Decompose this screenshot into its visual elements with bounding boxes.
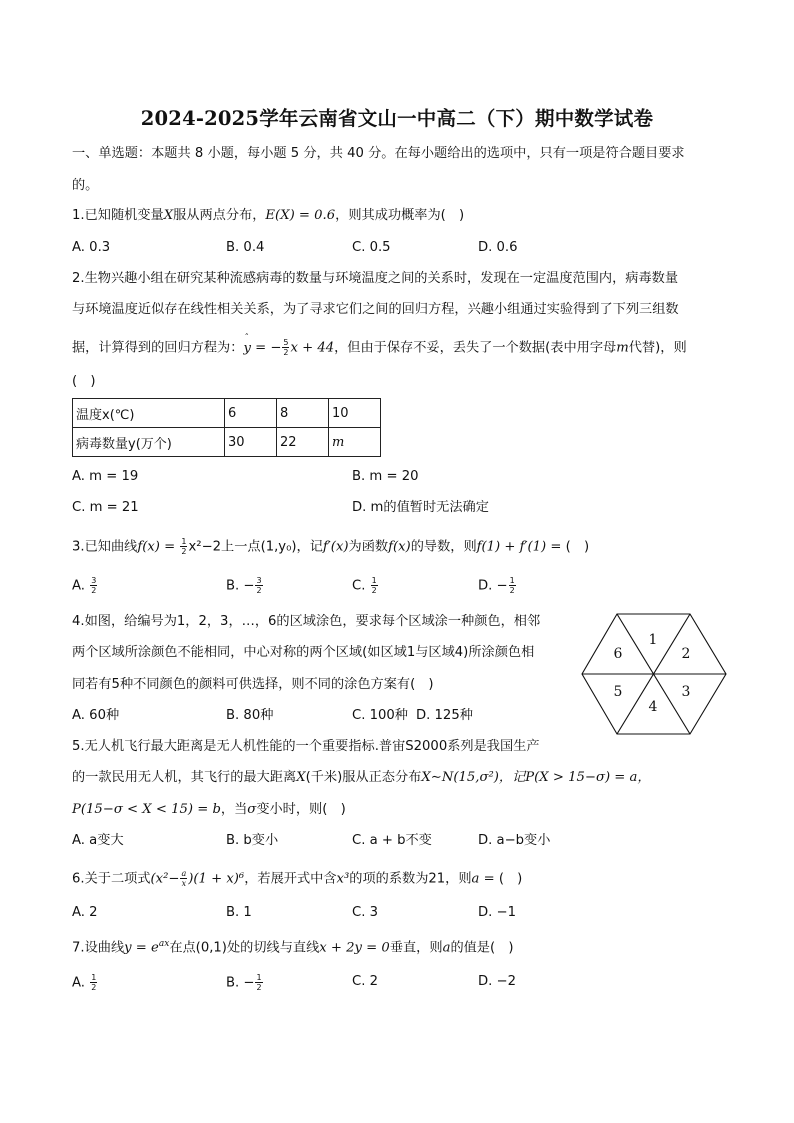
q2-line3-b: ，但由于保存不妥，丢失了一个数据(表中用字母 — [334, 340, 617, 356]
q7-line: x + 2y = 0 — [319, 940, 390, 956]
q7-option-c[interactable]: C. 2 — [352, 974, 378, 989]
q7-b-den: 2 — [256, 983, 262, 992]
q3-a-den: 2 — [91, 586, 97, 595]
table-cell: 10 — [329, 399, 381, 428]
q1-stem — [72, 207, 464, 225]
q6-frac-num: a — [181, 869, 187, 878]
q3-f: f(x) = — [137, 539, 180, 555]
hex-label-4: 4 — [648, 699, 658, 715]
table-cell: 30 — [225, 428, 277, 457]
q5-sigma: σ — [247, 802, 257, 817]
q2-eq-yhat: ˆ y — [243, 341, 250, 356]
q6-option-b[interactable]: B. 1 — [226, 905, 252, 920]
q2-line1: 2.生物兴趣小组在研究某种流感病毒的数量与环境温度之间的关系时，发现在一定温度范围内，病毒数量 — [72, 271, 679, 286]
q7-a-fraction — [90, 973, 97, 992]
q3-b-den: 2 — [256, 586, 262, 595]
q7-eq: y = e — [124, 940, 159, 956]
q3-option-b[interactable] — [226, 576, 264, 596]
hex-label-2: 2 — [681, 646, 691, 662]
q5-line3-c: 变小时，则( ) — [256, 802, 346, 817]
q7-b-fraction — [255, 973, 262, 992]
q2-line3-c: 代替)，则 — [628, 340, 687, 356]
q3-d-label: D. − — [478, 578, 508, 594]
hex-label-1: 1 — [648, 632, 658, 648]
q6-expr-b: )(1 + x)⁶ — [188, 871, 245, 887]
q4-line3: 同若有5种不同颜色的颜料可供选择，则不同的涂色方案有( ) — [72, 677, 434, 692]
q3-c-den: 2 — [371, 586, 377, 595]
q1-stem-c: ，则其成功概率为( ) — [335, 208, 465, 223]
q7-stem-c: 垂直，则 — [389, 940, 443, 956]
q2-option-a[interactable]: A. m = 19 — [72, 469, 139, 484]
q5-line3-a: P(15−σ < X < 15) = b — [72, 802, 221, 817]
q2-line3-a: 据，计算得到的回归方程为： — [72, 340, 244, 356]
q3-stem-d: 的导数，则 — [410, 539, 477, 555]
q3-frac-den: 2 — [181, 547, 187, 556]
q2-data-table — [72, 398, 381, 457]
q4-line1: 4.如图，给编号为1，2，3，…，6的区域涂色，要求每个区域涂一种颜色，相邻 — [72, 614, 541, 629]
q3-d-den: 2 — [509, 586, 515, 595]
hex-label-3: 3 — [681, 684, 691, 700]
table-cell: m — [329, 428, 381, 457]
q7-a-num: 1 — [91, 973, 97, 982]
q5-line3 — [72, 801, 346, 819]
q7-stem — [72, 935, 513, 957]
q6-stem — [72, 869, 522, 889]
q6-stem-e: ( ) — [498, 871, 523, 887]
q3-b-num: 3 — [256, 576, 262, 585]
q2-eq-eq: = − — [250, 340, 282, 356]
q6-option-c[interactable]: C. 3 — [352, 905, 378, 920]
q7-sup: ax — [158, 939, 170, 949]
q3-stem-a: 3.已知曲线 — [72, 539, 138, 555]
q7-a-den: 2 — [91, 983, 97, 992]
q2-m: m — [616, 340, 629, 356]
q7-option-a[interactable] — [72, 973, 98, 993]
q3-fx: f(x) — [388, 539, 411, 555]
q5-option-b[interactable]: B. b变小 — [226, 833, 279, 848]
q3-option-a[interactable] — [72, 576, 98, 596]
q7-stem-d: 的值是( ) — [450, 940, 514, 956]
q3-c-fraction — [371, 576, 378, 595]
q6-stem-a: 6.关于二项式 — [72, 871, 151, 887]
q3-b-label: B. − — [226, 578, 255, 594]
q6-frac-den: x — [181, 879, 187, 888]
q5-line3-b: ，当 — [220, 802, 248, 817]
q1-eq: E(X) = 0.6 — [265, 208, 336, 223]
q7-option-d[interactable]: D. −2 — [478, 974, 516, 989]
q7-b-num: 1 — [256, 973, 262, 982]
q3-fp: f′(x) — [322, 539, 349, 555]
q6-a-eq: a = — [471, 871, 499, 887]
section-heading-line1: 一、单选题：本题共 8 小题，每小题 5 分，共 40 分。在每小题给出的选项中，只有一项是符合题目要求 — [72, 146, 685, 161]
q7-stem-a: 7.设曲线 — [72, 940, 125, 956]
q7-option-b[interactable] — [226, 973, 264, 993]
q3-d-fraction — [509, 576, 516, 595]
q3-option-d[interactable] — [478, 576, 517, 596]
q5-line2-b: (千米)服从正态分布 — [305, 770, 422, 785]
hex-label-6: 6 — [613, 646, 623, 662]
q3-a-fraction — [90, 576, 97, 595]
q5-x: X — [296, 770, 306, 785]
section-heading-line2: 的。 — [72, 178, 99, 193]
q1-option-c[interactable]: C. 0.5 — [352, 240, 391, 255]
q6-option-d[interactable]: D. −1 — [478, 905, 516, 920]
table-row — [73, 428, 381, 457]
q3-stem-b: x²−2上一点(1,y₀)，记 — [188, 539, 323, 555]
q1-option-a[interactable]: A. 0.3 — [72, 240, 111, 255]
q3-a-label: A. — [72, 578, 85, 594]
q3-option-c[interactable] — [352, 576, 379, 596]
q5-line2 — [72, 769, 651, 787]
q7-a-label: A. — [72, 975, 85, 991]
q3-d-num: 1 — [509, 576, 515, 585]
q5-option-c[interactable]: C. a + b不变 — [352, 833, 432, 848]
q6-stem-c: 的项的系数为21，则 — [349, 871, 472, 887]
table-cell: 8 — [277, 399, 329, 428]
table-cell: 6 — [225, 399, 277, 428]
q5-line1: 5.无人机飞行最大距离是无人机性能的一个重要指标.普宙S2000系列是我国生产 — [72, 739, 540, 754]
q7-b-label: B. − — [226, 975, 255, 991]
q2-line3 — [72, 338, 687, 358]
q6-fraction — [180, 869, 187, 888]
q4-option-b[interactable]: B. 80种 — [226, 708, 274, 723]
q2-option-d[interactable]: D. m的值暂时无法确定 — [352, 500, 489, 515]
q2-line4: ( ) — [72, 374, 96, 389]
q1-option-d[interactable]: D. 0.6 — [478, 240, 518, 255]
hexagon-diagram — [580, 612, 728, 736]
q3-c-label: C. — [352, 578, 366, 594]
q4-option-d[interactable]: D. 125种 — [416, 708, 473, 723]
table-row — [73, 399, 381, 428]
q3-a-num: 3 — [91, 576, 97, 585]
q3-frac-num: 1 — [181, 537, 187, 546]
q1-stem-a: 1.已知随机变量 — [72, 208, 164, 223]
table-cell: 温度x(℃) — [73, 399, 225, 428]
table-cell: 病毒数量y(万个) — [73, 428, 225, 457]
q2-eq-num: 5 — [283, 338, 289, 347]
q7-a: a — [442, 940, 451, 956]
q3-expr: f(1) + f′(1) = — [476, 539, 566, 555]
q3-stem — [72, 537, 589, 557]
exam-title: 2024-2025学年云南省文山一中高二（下）期中数学试卷 — [140, 107, 654, 130]
q3-c-num: 1 — [371, 576, 377, 585]
q3-fraction — [180, 537, 187, 556]
q4-line2: 两个区域所涂颜色不能相同，中心对称的两个区域(如区域1与区域4)所涂颜色相 — [72, 645, 535, 660]
q5-option-d[interactable]: D. a−b变小 — [478, 833, 551, 848]
q6-stem-b: ，若展开式中含 — [244, 871, 337, 887]
q1-option-b[interactable]: B. 0.4 — [226, 240, 265, 255]
q3-stem-c: 为函数 — [348, 539, 389, 555]
q1-var: X — [163, 208, 174, 223]
q4-option-a[interactable]: A. 60种 — [72, 708, 120, 723]
q2-eq-den: 2 — [283, 348, 289, 357]
q2-line2: 与环境温度近似存在线性相关关系，为了寻求它们之间的回归方程，兴趣小组通过实验得到了下列三组数 — [72, 302, 679, 317]
q2-option-c[interactable]: C. m = 21 — [72, 500, 139, 515]
q2-eq-fraction — [282, 338, 289, 357]
table-cell: 22 — [277, 428, 329, 457]
q6-expr-a: (x²− — [150, 871, 180, 887]
q7-stem-b: 在点(0,1)处的切线与直线 — [169, 940, 320, 956]
q2-option-b[interactable]: B. m = 20 — [352, 469, 419, 484]
q3-b-fraction — [255, 576, 262, 595]
q6-x3: x³ — [336, 871, 350, 887]
q5-option-a[interactable]: A. a变大 — [72, 833, 124, 848]
q1-stem-b: 服从两点分布， — [173, 208, 266, 223]
q2-eq-rest: x + 44 — [290, 340, 335, 356]
hex-label-5: 5 — [613, 684, 623, 700]
q4-option-c[interactable]: C. 100种 — [352, 708, 408, 723]
q5-line2-c: X∼N(15,σ²)，记P(X > 15−σ) = a， — [421, 770, 651, 785]
q3-stem-f: ( ) — [565, 539, 590, 555]
q5-line2-a: 的一款民用无人机，其飞行的最大距离 — [72, 770, 297, 785]
q6-option-a[interactable]: A. 2 — [72, 905, 98, 920]
